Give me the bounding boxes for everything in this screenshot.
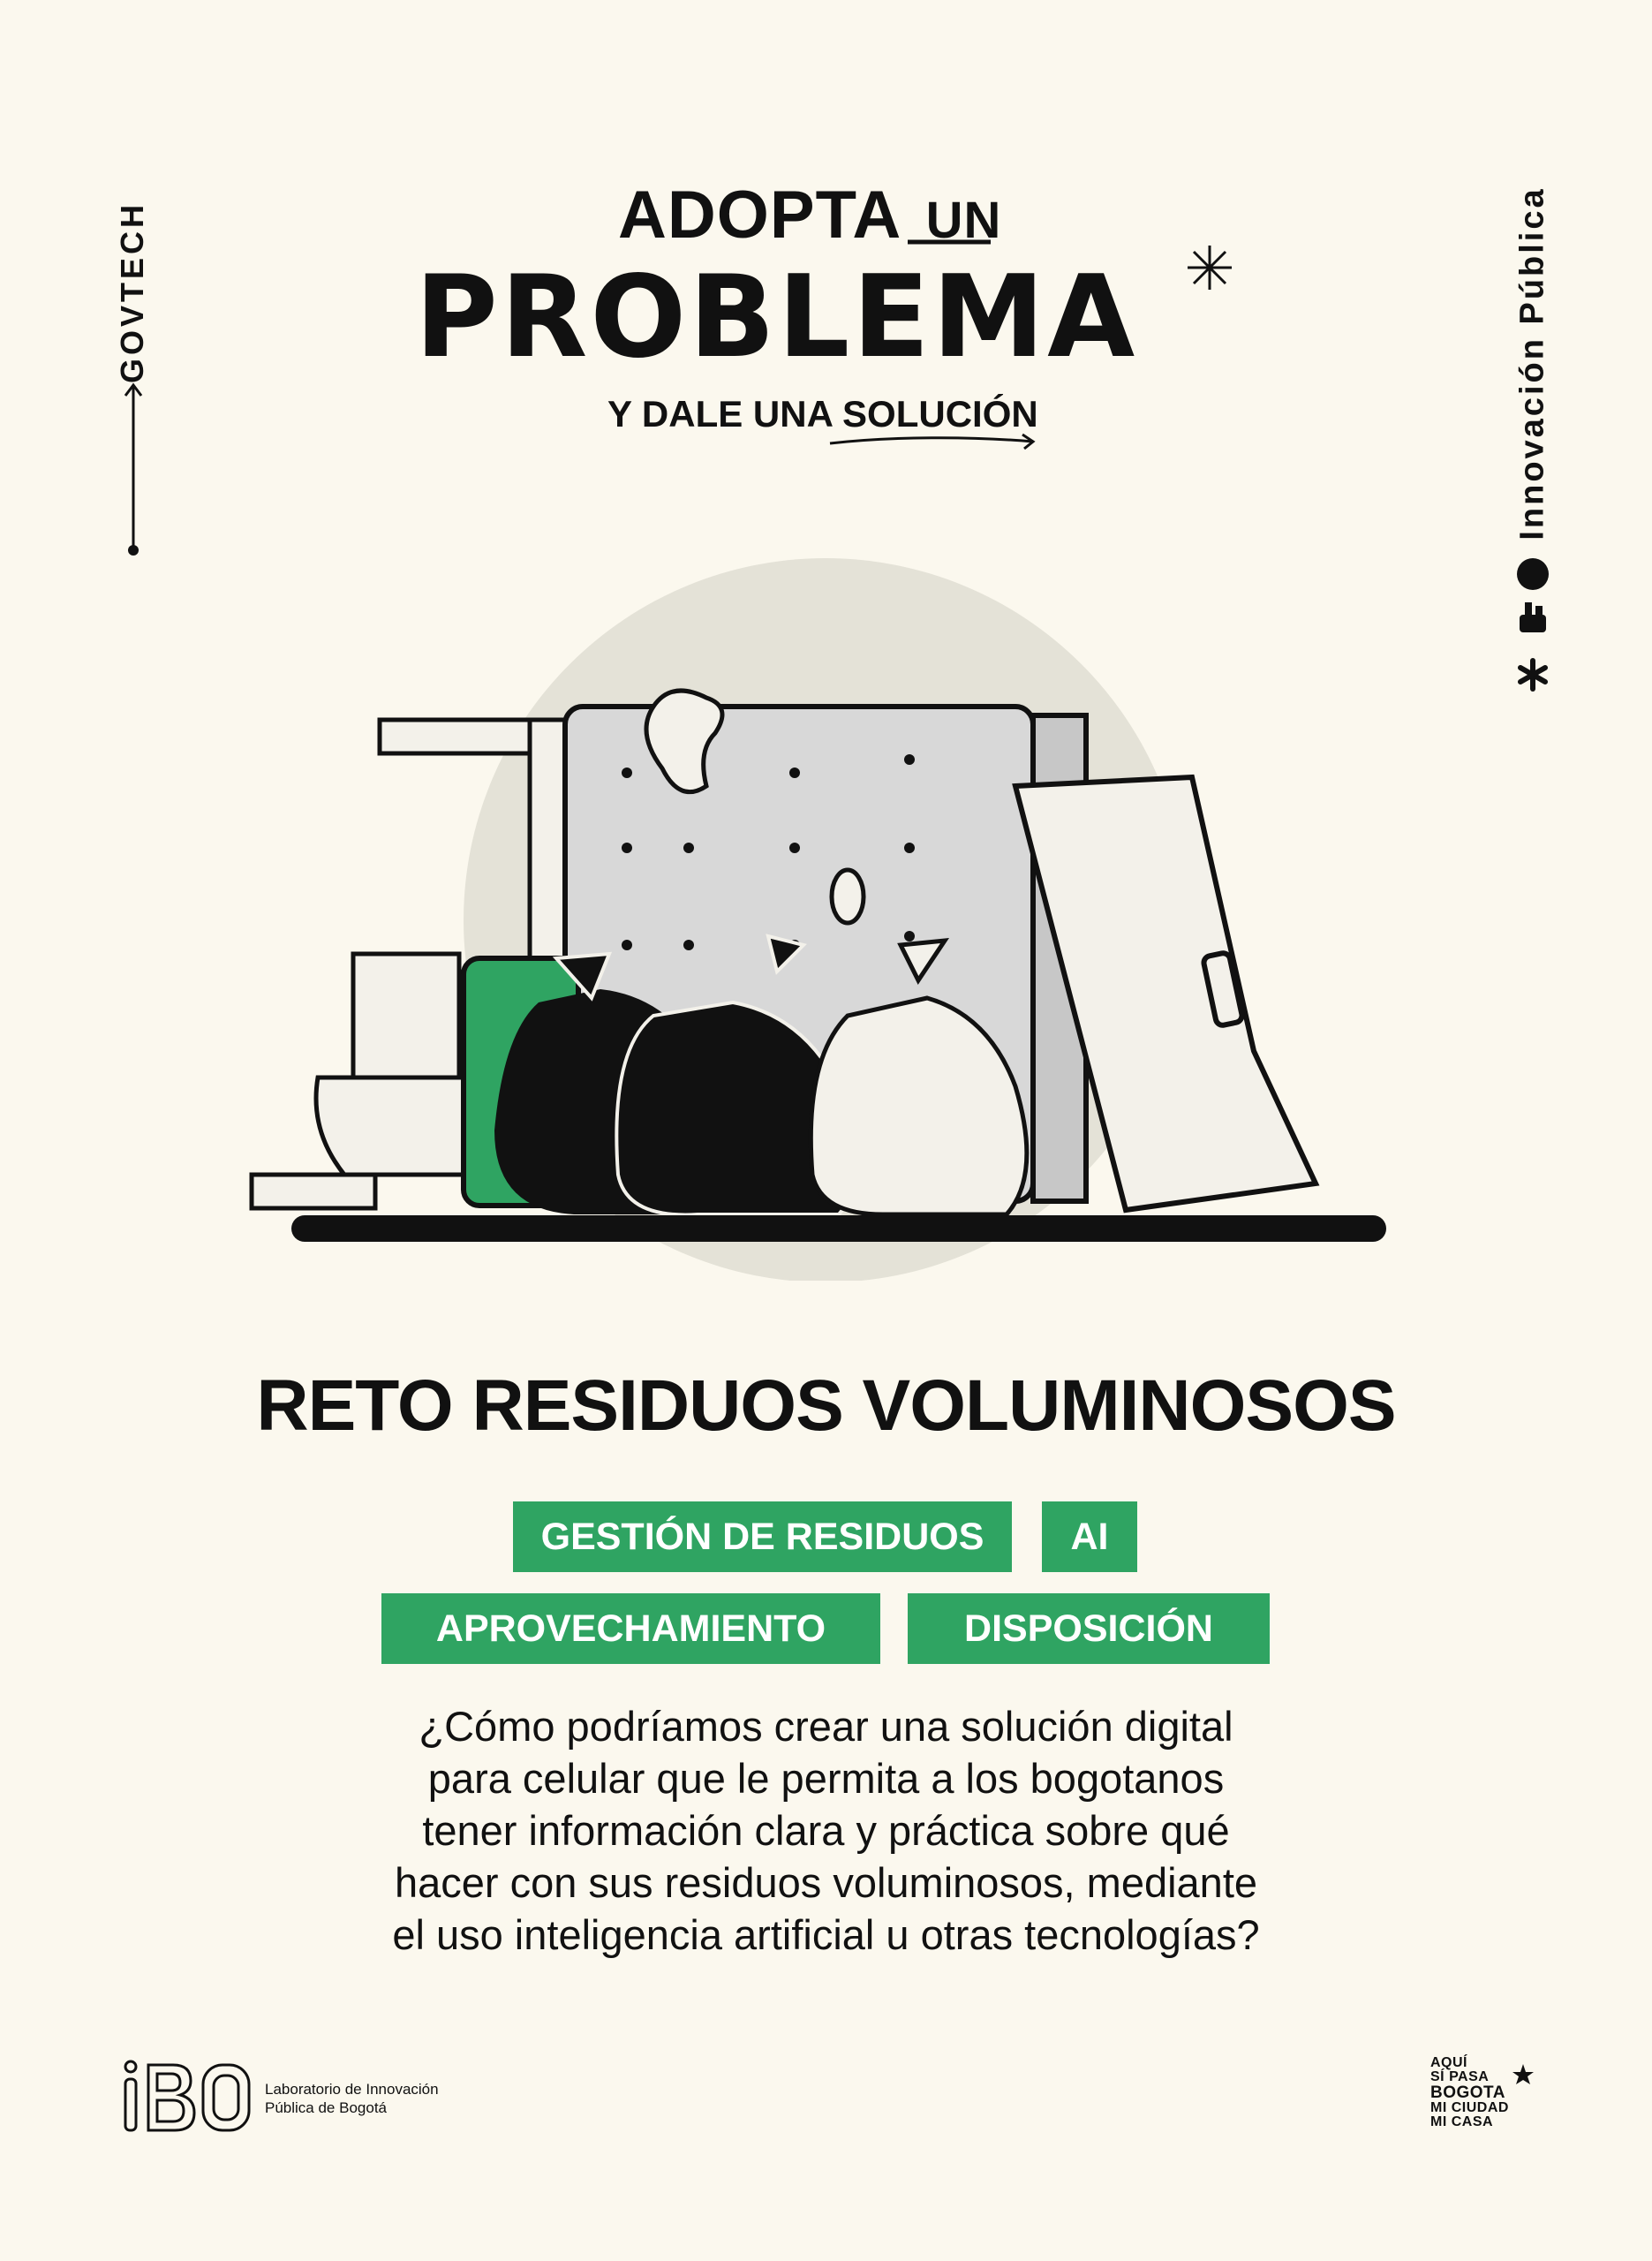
subtitle-highlight: SOLUCIÓN bbox=[842, 393, 1038, 435]
bulky-waste-illustration bbox=[238, 556, 1413, 1281]
title-problema: PROBLEMA bbox=[415, 252, 1138, 383]
city-line: AQUÍ bbox=[1430, 2055, 1467, 2070]
tag-gestion-residuos: GESTIÓN DE RESIDUOS bbox=[513, 1501, 1012, 1572]
tag-ai: AI bbox=[1042, 1501, 1137, 1572]
city-line: MI CASA bbox=[1430, 2114, 1494, 2129]
brand-icons bbox=[1509, 556, 1557, 707]
city-line: BOGOTA bbox=[1430, 2083, 1505, 2102]
challenge-question bbox=[230, 1700, 1422, 1961]
dot-icon bbox=[1517, 558, 1549, 590]
title-un: UN bbox=[925, 192, 1002, 249]
asterisk-icon bbox=[1520, 661, 1545, 689]
hand-icon bbox=[1520, 602, 1546, 632]
innovacion-label: Innovación Pública bbox=[1513, 186, 1551, 541]
city-line: SÍ PASA bbox=[1430, 2069, 1490, 2084]
question-line: para celular que le permita a los bogotanos bbox=[427, 1755, 1225, 1802]
challenge-title: RETO RESIDUOS VOLUMINOSOS bbox=[256, 1365, 1396, 1446]
lab-name-line2: Pública de Bogotá bbox=[265, 2099, 387, 2116]
lab-name-line1: Laboratorio de Innovación bbox=[265, 2081, 439, 2098]
question-line: tener información clara y práctica sobre qué bbox=[422, 1807, 1230, 1854]
question-line: el uso inteligencia artificial u otras tecnologías? bbox=[392, 1911, 1260, 1958]
bogota-city-logo bbox=[1430, 2056, 1554, 2129]
question-line: hacer con sus residuos voluminosos, mediante bbox=[394, 1859, 1258, 1906]
ibo-logo-icon bbox=[122, 2058, 254, 2137]
question-line: ¿Cómo podríamos crear una solución digital bbox=[419, 1703, 1233, 1750]
subtitle-prefix: Y DALE UNA bbox=[607, 393, 833, 435]
floor-line bbox=[291, 1215, 1386, 1242]
tag-aprovechamiento: APROVECHAMIENTO bbox=[381, 1593, 880, 1664]
govtech-label: GOVTECH bbox=[114, 201, 150, 384]
sparkle-icon bbox=[1188, 246, 1232, 290]
campaign-title bbox=[0, 177, 1652, 459]
lab-logo bbox=[122, 2058, 439, 2142]
title-adopta: ADOPTA bbox=[618, 178, 900, 253]
city-line: MI CIUDAD bbox=[1430, 2100, 1509, 2115]
star-icon bbox=[1512, 2063, 1535, 2086]
tag-disposicion: DISPOSICIÓN bbox=[908, 1593, 1270, 1664]
